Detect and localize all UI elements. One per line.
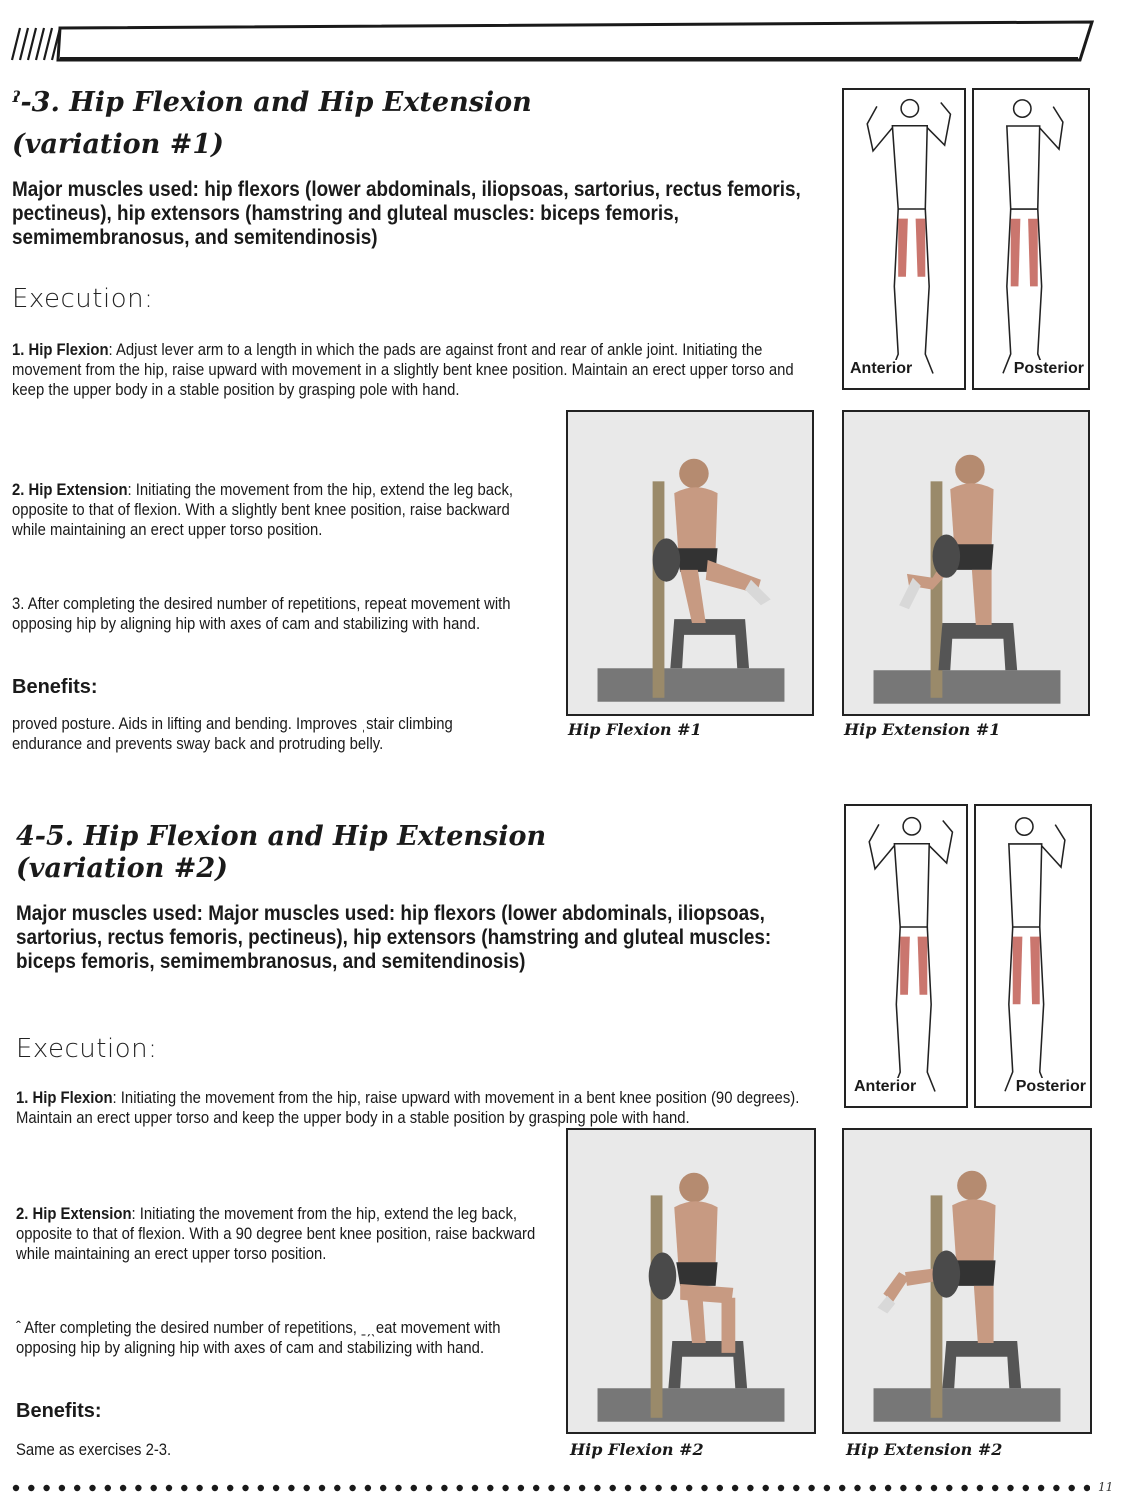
- section1-benefits-text: proved posture. Aids in lifting and bending. Improves ˌstair climbing endurance and prevents sway back and protruding belly.: [12, 715, 453, 753]
- hip-flexion-1-photo: [566, 410, 814, 716]
- anatomy-posterior-2: [974, 804, 1092, 1108]
- hip-extension-2-photo: [842, 1128, 1092, 1434]
- section1-benefits-heading: Benefits:: [12, 676, 98, 698]
- anterior-label-1: Anterior: [850, 360, 913, 377]
- posterior-label-1: Posterior: [1013, 360, 1084, 377]
- posterior-figure-icon: [974, 90, 1088, 388]
- anterior-figure-icon: [844, 90, 964, 388]
- section1-title-line1: ˀ-3. Hip Flexion and Hip Extension: [12, 87, 532, 118]
- caption-hip-flexion-2: Hip Flexion #2: [570, 1440, 704, 1459]
- section1-step1: [12, 340, 804, 400]
- hip-flexion-2-photo: [566, 1128, 816, 1434]
- anterior-figure-icon: [846, 806, 966, 1106]
- caption-hip-extension-1: Hip Extension #1: [844, 720, 1001, 739]
- section1-step3: 3. After completing the desired number of repetitions, repeat movement with opposing hip by aligning hip with axes of cam and stabilizing with hand.: [12, 595, 511, 633]
- posterior-figure-icon: [976, 806, 1090, 1106]
- section1-execution-heading: Execution:: [12, 284, 154, 314]
- section2-step1-label: 1. Hip Flexion: [16, 1089, 113, 1107]
- section2-benefits-heading: Benefits:: [16, 1400, 102, 1422]
- section2-step2-label: 2. Hip Extension: [16, 1205, 132, 1223]
- section2-title-line1: 4-5. Hip Flexion and Hip Extension: [16, 821, 547, 852]
- section1-step2-text: : Initiating the movement from the hip, extend the leg back, opposite to that of flexion. With a slightly bent knee position, raise backward while maintaining an erect upper torso position.: [12, 481, 514, 539]
- footer-dot-rule: [10, 1480, 1090, 1496]
- section1-step1-label: 1. Hip Flexion: [12, 341, 109, 359]
- hip-extension-1-photo: [842, 410, 1090, 716]
- anatomy-anterior-2: [844, 804, 968, 1108]
- anatomy-posterior-1: [972, 88, 1090, 390]
- section2-step2-text: : Initiating the movement from the hip, extend the leg back, opposite to that of flexion. With a 90 degree bent knee position, raise backward while maintaining an erect upper torso position.: [16, 1205, 536, 1263]
- section2-muscles: Major muscles used: Major muscles used: hip flexors (lower abdominals, iliopsoas, sartorius, rectus femoris, pectineus), hip extensors (hamstring and gluteal muscles: biceps femoris, semimembranosus, and semitendinosis): [16, 902, 772, 973]
- page-number: 11: [1098, 1480, 1114, 1494]
- section2-step1-text: : Initiating the movement from the hip, raise upward with movement in a bent knee position (90 degrees). Maintain an erect upper torso and keep the upper body in a stable position by grasping pole with hand.: [16, 1089, 800, 1127]
- section2-title-line2: (variation #2): [16, 853, 228, 884]
- caption-hip-flexion-1: Hip Flexion #1: [568, 720, 702, 739]
- section2-step2: [16, 1204, 547, 1264]
- section2-benefits-text: Same as exercises 2-3.: [16, 1441, 172, 1459]
- caption-hip-extension-2: Hip Extension #2: [846, 1440, 1003, 1459]
- section1-muscles: Major muscles used: hip flexors (lower abdominals, iliopsoas, sartorius, rectus femoris, pectineus), hip extensors (hamstring and gluteal muscles: biceps femoris, semimembranosus, and semitendinosis): [12, 178, 801, 249]
- section1-title-line2: (variation #1): [12, 129, 224, 160]
- posterior-label-2: Posterior: [1015, 1078, 1086, 1095]
- section1-step2-label: 2. Hip Extension: [12, 481, 128, 499]
- section1-step1-text: : Adjust lever arm to a length in which the pads are against front and rear of ankle joint. Initiating the movement from the hip, raise upward with movement in a slightly bent knee position. Maintain an erect upper torso and keep the upper body in a stable position by grasping pole with hand.: [12, 341, 794, 399]
- section2-step1: [16, 1088, 826, 1128]
- anterior-label-2: Anterior: [854, 1078, 917, 1095]
- section2-execution-heading: Execution:: [16, 1034, 158, 1064]
- section2-step3: ˆ After completing the desired number of repetitions, ˍˏˎeat movement with opposing hip by aligning hip with axes of cam and stabilizing with hand.: [16, 1319, 501, 1357]
- section1-step2: [12, 480, 543, 540]
- anatomy-anterior-1: [842, 88, 966, 390]
